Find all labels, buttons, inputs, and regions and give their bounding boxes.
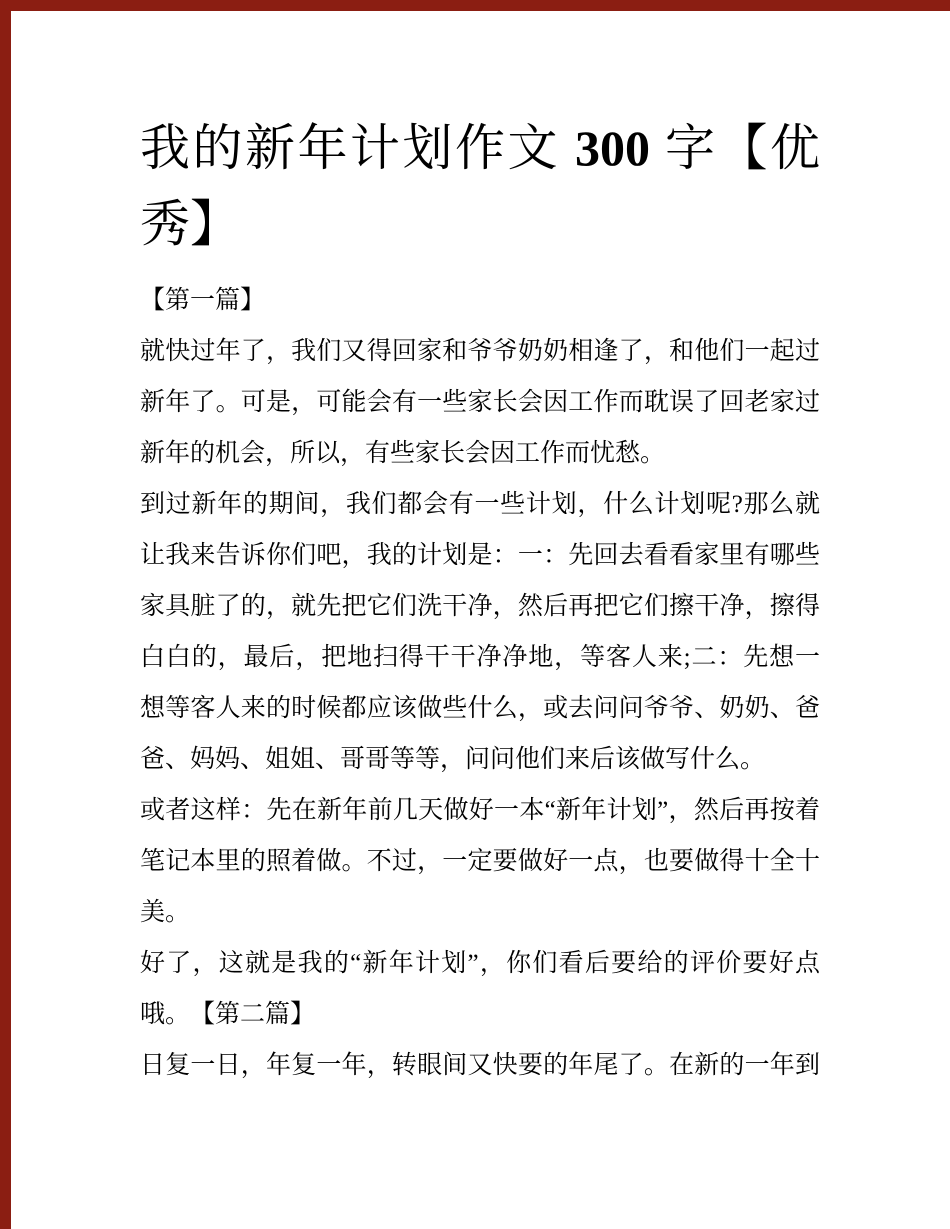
text-line: 家具脏了的，就先把它们洗干净，然后再把它们擦干净，擦得 (140, 593, 820, 620)
text-line: 日复一日，年复一年，转眼间又快要的年尾了。在新的一年到 (140, 1052, 820, 1079)
text-line: 让我来告诉你们吧，我的计划是：一：先回去看看家里有哪些 (140, 542, 820, 569)
text-line: 新年的机会，所以，有些家长会因工作而忧愁。 (140, 440, 666, 467)
text-line: 到过新年的期间，我们都会有一些计划，什么计划呢?那么就 (140, 491, 820, 518)
text-line: 好了，这就是我的“新年计划”，你们看后要给的评价要好点 (140, 950, 820, 977)
essay-text (140, 275, 820, 1091)
text-line-with-section-heading-2: 哦。 【第二篇】 (140, 1001, 316, 1028)
document-title-line-1 (140, 110, 820, 186)
title-number: 300 (575, 120, 650, 176)
title-text-line2: 秀】 (140, 196, 240, 252)
text-line: 新年了。可是，可能会有一些家长会因工作而耽误了回老家过 (140, 389, 820, 416)
text-line: 美。 (140, 899, 191, 926)
title-text-post: 字【优 (650, 120, 820, 176)
text-line: 就快过年了，我们又得回家和爷爷奶奶相逢了，和他们一起过 (140, 338, 820, 365)
text-line: 或者这样：先在新年前几天做好一本“新年计划”，然后再按着 (140, 797, 820, 824)
text-line: 白白的，最后，把地扫得干干净净地，等客人来;二：先想一 (140, 644, 820, 671)
section-heading-1: 【第一篇】 (140, 287, 266, 314)
text-line: 想等客人来的时候都应该做些什么，或去问问爷爷、奶奶、爸 (140, 695, 820, 722)
text-line: 笔记本里的照着做。不过，一定要做好一点，也要做得十全十 (140, 848, 820, 875)
document-title-line-2 (140, 186, 820, 262)
document-title (140, 110, 820, 262)
title-text-pre: 我的新年计划作文 (140, 120, 575, 176)
text-line: 爸、妈妈、姐姐、哥哥等等，问问他们来后该做写什么。 (140, 746, 766, 773)
